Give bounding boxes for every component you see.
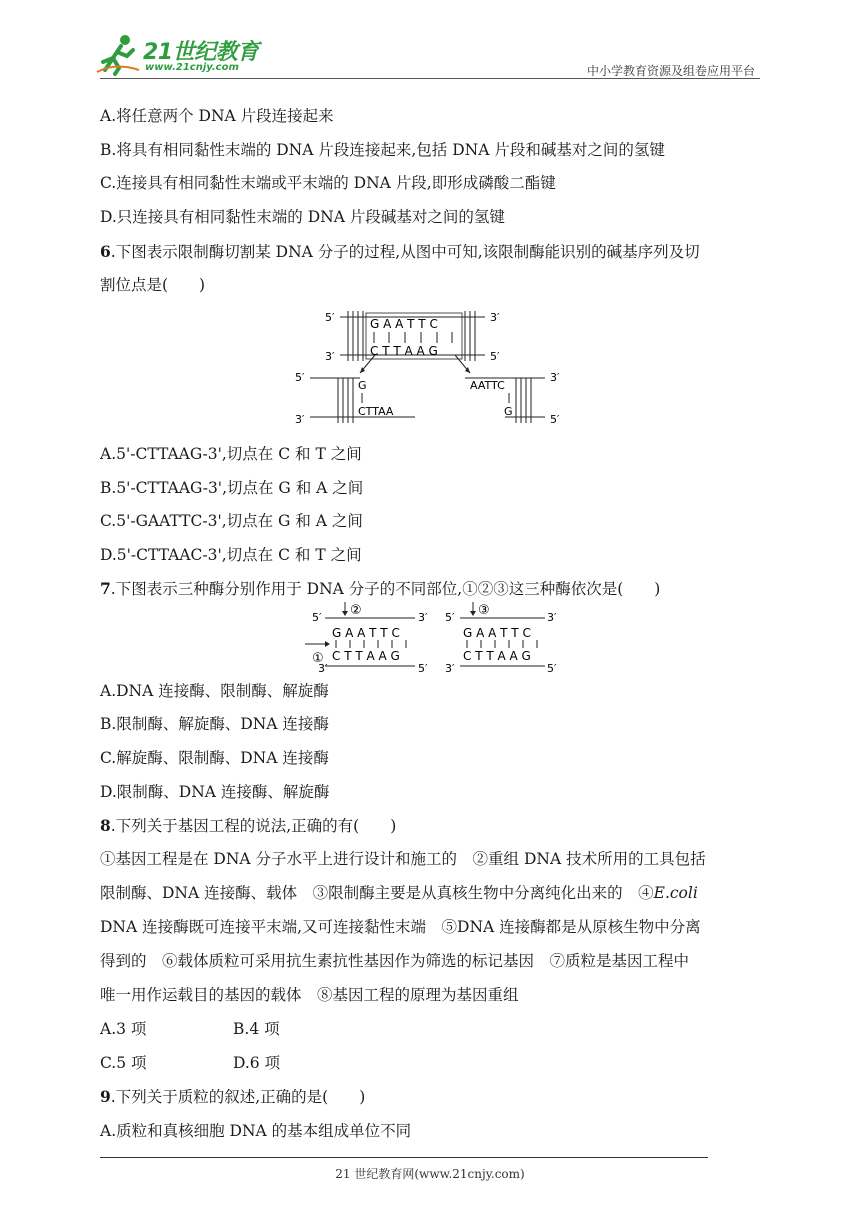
q7-right-5prime: 5′ xyxy=(445,611,455,624)
logo xyxy=(95,32,265,76)
footer-divider xyxy=(100,1157,708,1158)
q7-stem xyxy=(100,579,660,599)
q6-label-3prime-tr: 3′ xyxy=(490,311,500,324)
q7-option-a: A.DNA 连接酶、限制酶、解旋酶 xyxy=(100,682,329,700)
q7-stem-text: .下图表示三种酶分别作用于 DNA 分子的不同部位,①②③这三种酶依次是( ) xyxy=(110,580,661,598)
q6-label-5prime-tl: 5′ xyxy=(325,311,335,324)
page-header xyxy=(95,30,760,78)
q6-right-5prime: 5′ xyxy=(550,413,560,426)
q6-top-seq: G A A T T C xyxy=(370,317,438,331)
q6-right-bottom-base: G xyxy=(504,405,513,418)
q6-number: 6 xyxy=(100,242,111,261)
q8-body-line4: 得到的 ⑥载体质粒可采用抗生素抗性基因作为筛选的标记基因 ⑦质粒是基因工程中 xyxy=(100,952,690,970)
q8-option-c: C.5 项 xyxy=(100,1054,147,1072)
q8-body-line3: DNA 连接酶既可连接平末端,又可连接黏性末端 ⑤DNA 连接酶都是从原核生物中分离 xyxy=(100,918,701,936)
q7-right-3prime-top: 3′ xyxy=(547,611,557,624)
logo-text: 21世纪教育 xyxy=(143,40,259,65)
q8-option-b: B.4 项 xyxy=(233,1020,280,1038)
q7-number: 7 xyxy=(100,579,111,598)
q7-left-top-seq: G A A T T C xyxy=(332,626,400,640)
runner-logo-icon xyxy=(95,32,141,76)
q7-option-b: B.限制酶、解旋酶、DNA 连接酶 xyxy=(100,715,329,733)
q7-enzyme-figure xyxy=(300,600,570,675)
q8-number: 8 xyxy=(100,816,111,835)
q7-mark-1: ① xyxy=(312,651,324,666)
q7-mark-3: ③ xyxy=(478,603,490,618)
q6-stem-line1 xyxy=(100,242,700,262)
q6-stem-text: .下图表示限制酶切割某 DNA 分子的过程,从图中可知,该限制酶能识别的碱基序列及切 xyxy=(110,243,700,261)
q8-body-line1: ①基因工程是在 DNA 分子水平上进行设计和施工的 ②重组 DNA 技术所用的工具包括 xyxy=(100,850,706,868)
q6-left-5prime: 5′ xyxy=(295,371,305,384)
q8-stem-text: .下列关于基因工程的说法,正确的有( ) xyxy=(110,817,397,835)
q6-left-bottom-seq: CTTAA xyxy=(358,405,394,418)
q7-left-3prime-bottom: 3′ xyxy=(318,662,328,675)
q7-left-5prime-bottom: 5′ xyxy=(418,662,428,675)
q5-option-a: A.将任意两个 DNA 片段连接起来 xyxy=(100,107,334,125)
q7-left-bottom-seq: C T T A A G xyxy=(332,649,400,663)
q6-option-d: D.5'-CTTAAC-3',切点在 C 和 T 之间 xyxy=(100,546,362,564)
q8-body-line2-text: 限制酶、DNA 连接酶、载体 ③限制酶主要是从真核生物中分离纯化出来的 ④ xyxy=(100,884,654,902)
q6-option-a: A.5'-CTTAAG-3',切点在 C 和 T 之间 xyxy=(100,445,362,463)
q8-stem xyxy=(100,816,396,836)
q7-right-3prime-bottom: 3′ xyxy=(445,662,455,675)
q9-stem-text: .下列关于质粒的叙述,正确的是( ) xyxy=(110,1088,366,1106)
q7-right-bottom-seq: C T T A A G xyxy=(463,649,531,663)
logo-url: www.21cnjy.com xyxy=(145,62,239,73)
q6-option-c: C.5'-GAATTC-3',切点在 G 和 A 之间 xyxy=(100,512,363,530)
q5-option-c: C.连接具有相同黏性末端或平末端的 DNA 片段,即形成磷酸二酯键 xyxy=(100,174,556,192)
q6-stem-line2: 割位点是( ) xyxy=(100,276,206,294)
q5-option-d: D.只连接具有相同黏性末端的 DNA 片段碱基对之间的氢键 xyxy=(100,208,505,226)
q9-option-a: A.质粒和真核细胞 DNA 的基本组成单位不同 xyxy=(100,1122,412,1140)
q7-option-d: D.限制酶、DNA 连接酶、解旋酶 xyxy=(100,783,330,801)
q8-body-line5: 唯一用作运载目的基因的载体 ⑧基因工程的原理为基因重组 xyxy=(100,986,519,1004)
q7-left-3prime-top: 3′ xyxy=(418,611,428,624)
q5-option-b: B.将具有相同黏性末端的 DNA 片段连接起来,包括 DNA 片段和碱基对之间的氢键 xyxy=(100,141,665,159)
q7-right-top-seq: G A A T T C xyxy=(463,626,531,640)
q6-restriction-figure xyxy=(290,305,580,430)
q9-stem xyxy=(100,1087,365,1107)
q7-right-5prime-bottom: 5′ xyxy=(547,662,557,675)
header-divider xyxy=(100,78,760,79)
page-footer: 21 世纪教育网(www.21cnjy.com) xyxy=(335,1167,525,1181)
q6-option-b: B.5'-CTTAAG-3',切点在 G 和 A 之间 xyxy=(100,479,364,497)
q6-bottom-seq: C T T A A G xyxy=(370,344,438,358)
q6-left-3prime: 3′ xyxy=(295,413,305,426)
q8-option-a: A.3 项 xyxy=(100,1020,147,1038)
platform-title: 中小学教育资源及组卷应用平台 xyxy=(586,64,755,78)
q6-right-top-seq: AATTC xyxy=(470,379,505,392)
q9-number: 9 xyxy=(100,1087,111,1106)
q7-mark-2: ② xyxy=(350,603,362,618)
q6-right-3prime: 3′ xyxy=(550,371,560,384)
q8-ecoli: E.coli xyxy=(653,884,698,902)
q6-label-3prime-bl: 3′ xyxy=(325,350,335,363)
q7-left-5prime: 5′ xyxy=(312,611,322,624)
q8-body-line2 xyxy=(100,883,698,903)
q8-option-d: D.6 项 xyxy=(233,1054,281,1072)
q6-left-top-base: G xyxy=(358,379,367,392)
q7-option-c: C.解旋酶、限制酶、DNA 连接酶 xyxy=(100,749,329,767)
q6-label-5prime-br: 5′ xyxy=(490,350,500,363)
